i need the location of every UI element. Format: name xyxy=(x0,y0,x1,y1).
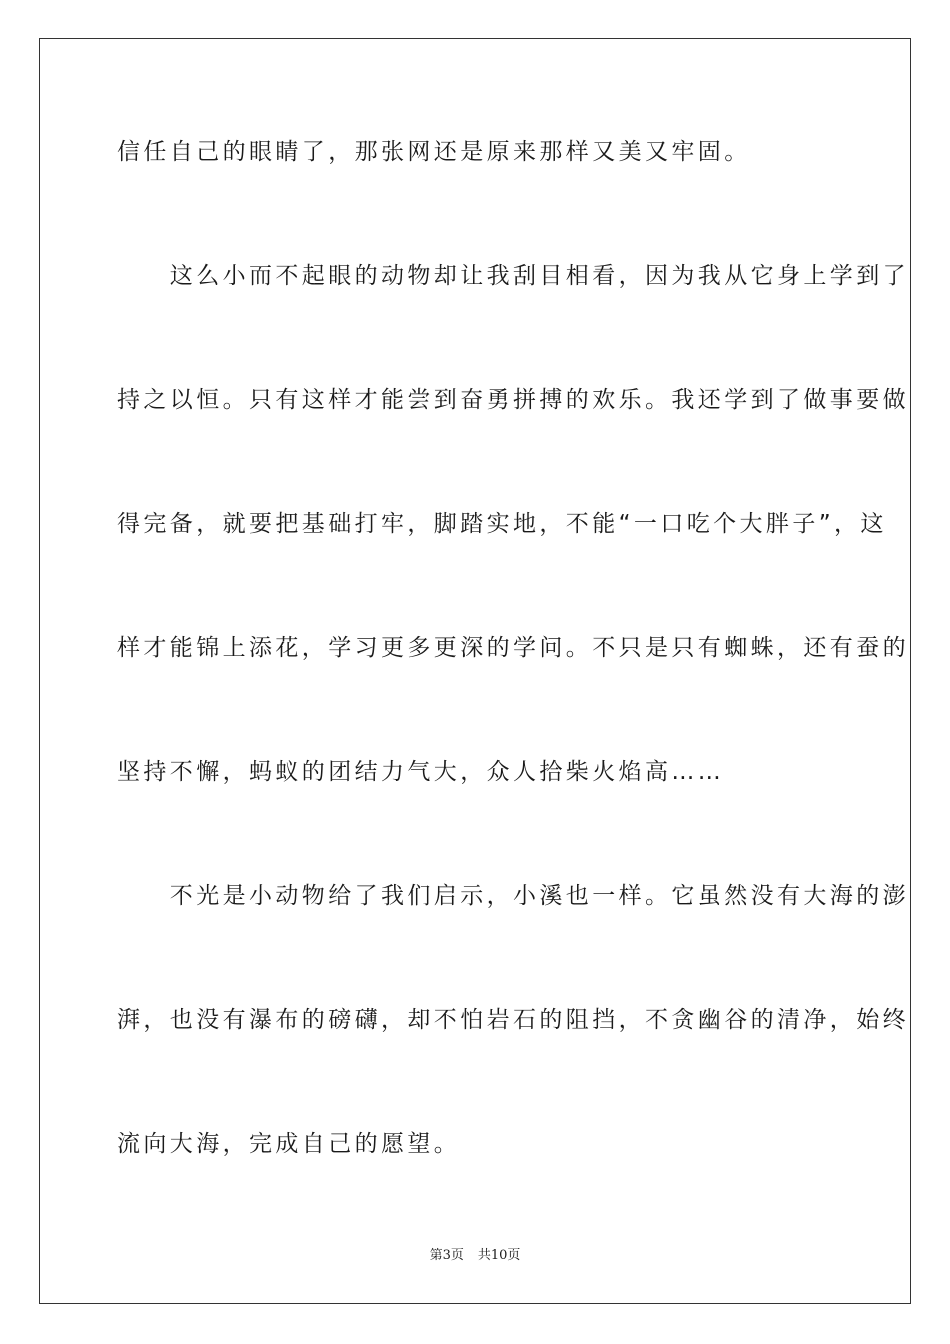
text-line: 信任自己的眼睛了，那张网还是原来那样又美又牢固。 xyxy=(117,139,751,165)
text-line: 持之以恒。只有这样才能尝到奋勇拼搏的欢乐。我还学到了做事要做 xyxy=(117,387,909,413)
page-total: 共10页 xyxy=(477,1248,521,1263)
text-line: 湃，也没有瀑布的磅礴，却不怕岩石的阻挡，不贪幽谷的清净，始终 xyxy=(117,1007,909,1033)
text-line: 样才能锦上添花，学习更多更深的学问。不只是只有蜘蛛，还有蚕的 xyxy=(117,635,909,661)
text-line: 坚持不懈，蚂蚁的团结力气大，众人拾柴火焰高…… xyxy=(117,759,725,785)
page-footer xyxy=(0,1246,950,1266)
text-line: 流向大海，完成自己的愿望。 xyxy=(117,1131,461,1157)
text-line: 得完备，就要把基础打牢，脚踏实地，不能“一口吃个大胖子”，这 xyxy=(117,511,887,537)
page-number: 第3页 xyxy=(429,1248,464,1263)
page-frame xyxy=(39,38,911,1304)
text-line: 这么小而不起眼的动物却让我刮目相看，因为我从它身上学到了 xyxy=(117,263,909,289)
text-line: 不光是小动物给了我们启示，小溪也一样。它虽然没有大海的澎 xyxy=(117,883,909,909)
